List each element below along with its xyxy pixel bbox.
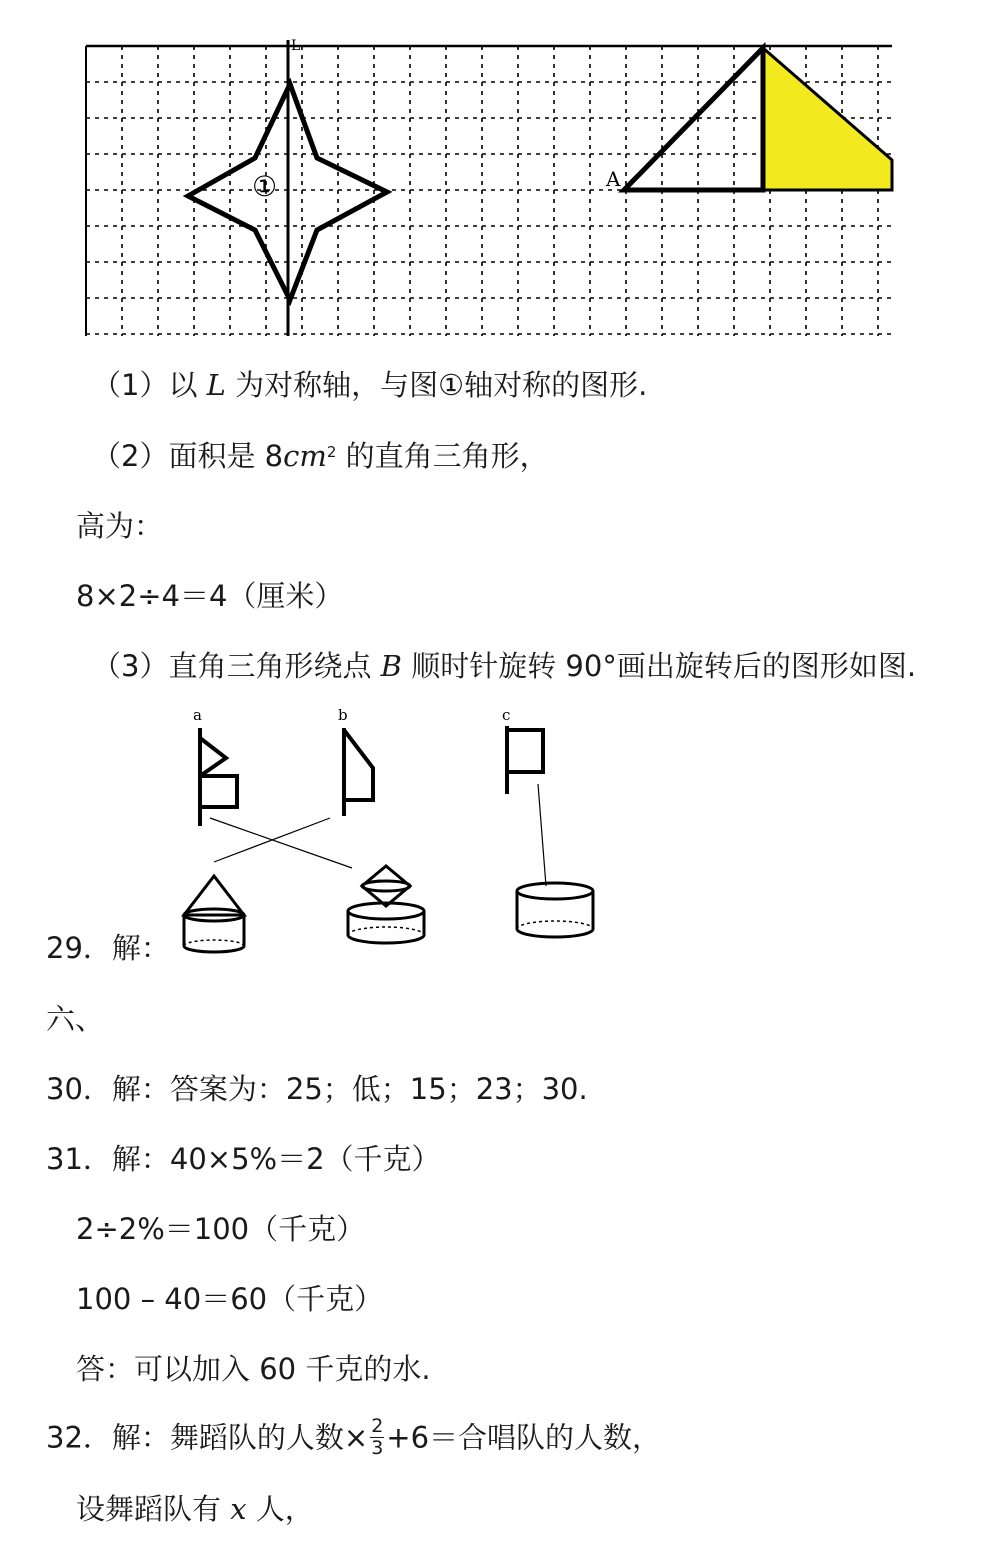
var-b: B [380,649,402,683]
q28-height-calc: 8×2÷4＝4（厘米） [76,579,344,613]
var-l: L [206,368,226,402]
rotated-triangle [763,48,892,190]
flag-c-label: c [502,706,511,724]
q31-line3: 100 – 40＝60（千克） [76,1282,384,1316]
q31-answer: 答：可以加入 60 千克的水. [76,1352,431,1386]
q29-label: 29．解： [46,931,170,965]
point-a-label: A [606,167,621,191]
var-x: x [230,1492,247,1526]
matching-lines [210,784,546,886]
flag-b [344,728,373,816]
q32-equation: 32．解：舞蹈队的人数× $\frac{2}{3}$ +6＝合唱队的人数， [46,1415,662,1459]
flag-a-label: a [193,706,202,724]
shape-label: ① [252,170,278,203]
cone-on-cylinder [184,876,244,952]
q31-line2: 2÷2%＝100（千克） [76,1212,366,1246]
q28-part3: （3）直角三角形绕点 B 顺时针旋转 90°画出旋转后的图形如图. [92,649,917,683]
grid-figure [0,0,996,340]
q28-part2: （2）面积是 $8cm^2$ 的直角三角形， [92,439,549,473]
unit-exponent: 2 [326,443,337,461]
q30-answer: 30．解：答案为：25；低；15；23；30. [46,1072,588,1106]
fraction-two-thirds: $\frac{2}{3}$ [371,1415,384,1459]
section-six: 六、 [46,1002,105,1036]
double-cone-on-cylinder [348,866,424,943]
unit-cm: cm [283,439,327,473]
flag-b-label: b [338,706,348,724]
cylinder [517,883,593,937]
q28-height-label: 高为： [76,509,164,543]
flag-a [200,728,237,826]
q32-let: 设舞蹈队有 x 人， [76,1492,314,1526]
flag-c [507,726,543,794]
q31-line1: 31．解：40×5%＝2（千克） [46,1142,441,1176]
q28-part1: （1）以 L 为对称轴，与图①轴对称的图形. [92,368,648,402]
original-triangle [624,48,763,190]
axis-label: L [291,38,301,54]
